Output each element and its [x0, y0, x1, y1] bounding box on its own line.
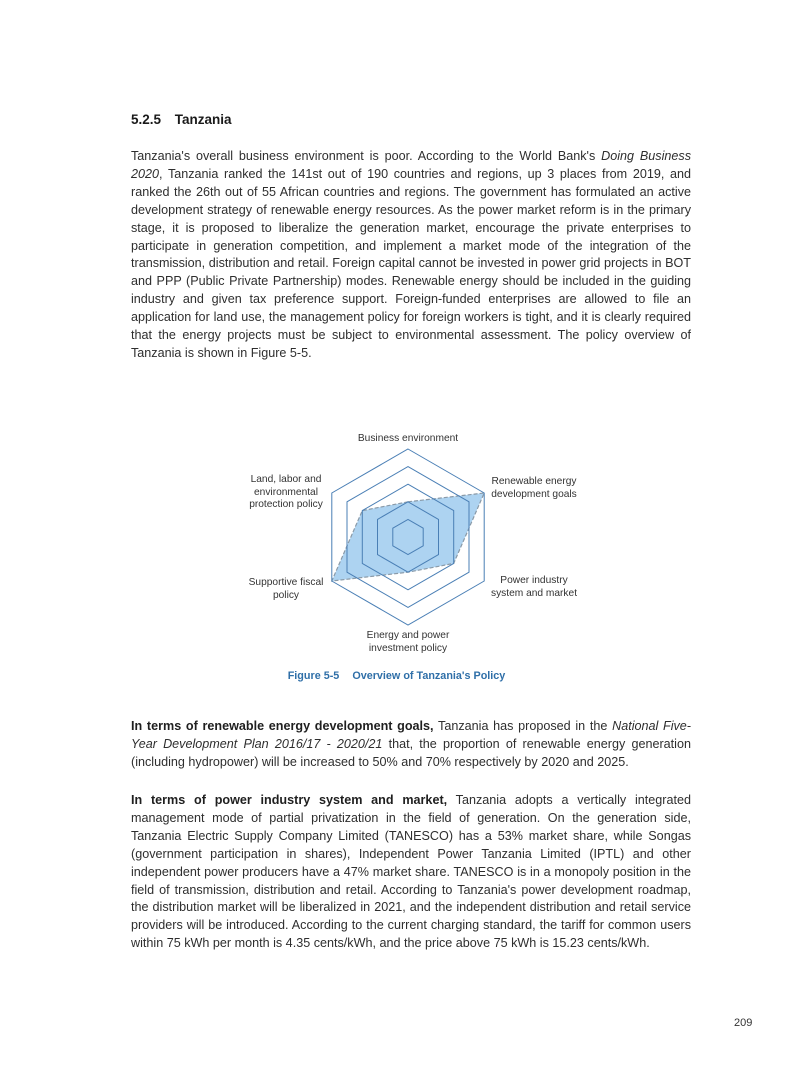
renewable-text-b: that, the proportion of renewable energy generation (including hydropower) will be increased to 50% and 70% respectively by 2020 and 2025.: [131, 736, 691, 769]
power-lead: In terms of power industry system and market,: [131, 793, 448, 807]
radar-chart-svg: [230, 425, 590, 665]
page-number: 209: [734, 1017, 753, 1029]
axis-label-business-environment: Business environment: [357, 433, 459, 444]
figure-number: Figure 5-5: [287, 670, 340, 682]
intro-report-title: Doing Business 2020: [131, 149, 691, 181]
renewable-plan-title: National Five-Year Development Plan 2016/17 - 2020/21: [131, 719, 691, 751]
axis-label-renewable-energy: Renewable energy development goals: [491, 476, 577, 500]
axis-label-land-labor: Land, labor and environmental protection policy: [249, 474, 323, 511]
figure-title: Overview of Tanzania's Policy: [352, 670, 506, 682]
renewable-text-a: Tanzania has proposed in the: [433, 719, 613, 733]
figure-caption: [0, 670, 793, 682]
radar-chart: [230, 425, 590, 665]
power-market-paragraph: [131, 792, 691, 953]
radar-series-tanzania: [332, 493, 484, 581]
intro-text-b: , Tanzania ranked the 141st out of 190 countries and regions, up 3 places from 2019, and ranked the 26th out of 55 African countries and regions. The government has formulated an active development strategy of renewable energy resources. As the power market reform is in the primary stage, it is proposed to liberalize the generation market, encourage the private enterprises to participate in generation competition, and implement a market mode of the integration of the transmission, distribution and retail. Foreign capital cannot be invested in power grid projects in BOT and PPP (Public Private Partnership) modes. Renewable energy should be included in the guiding industry and given tax preference support. Foreign-funded enterprises are allowed to file an application for land use, the management policy for foreign workers is tight, and it is clearly required that the energy projects must be subject to environmental assessment. The policy overview of Tanzania is shown in Figure 5-5.: [131, 166, 691, 360]
axis-label-power-industry: Power industry system and market: [490, 575, 578, 599]
intro-paragraph: [131, 148, 691, 363]
section-heading: [131, 112, 232, 127]
intro-text-a: Tanzania's overall business environment is poor. According to the World Bank's: [131, 149, 602, 163]
section-number: 5.2.5: [131, 112, 162, 127]
renewable-lead: In terms of renewable energy development goals,: [131, 719, 434, 733]
section-title: Tanzania: [174, 112, 232, 127]
power-text: Tanzania adopts a vertically integrated management mode of partial privatization in the field of generation. On the generation side, Tanzania Electric Supply Company Limited (TANESCO) has a 53% market share, while Songas (government participation in shares), Independent Power Tanzania Limited (IPTL) and other independent power producers have a 47% market share. TANESCO is in a monopoly position in the field of transmission, distribution and retail. According to Tanzania's power development roadmap, the distribution market will be liberalized in 2021, and the independent distribution and retail service providers will be introduced. According to the current charging standard, the tariff for common users within 75 kWh per month is 4.35 cents/kWh, and the price above 75 kWh is 15.23 cents/kWh.: [131, 793, 691, 951]
renewable-goals-paragraph: [131, 718, 691, 772]
axis-label-fiscal-policy: Supportive fiscal policy: [248, 577, 324, 601]
axis-label-energy-investment: Energy and power investment policy: [366, 630, 450, 654]
